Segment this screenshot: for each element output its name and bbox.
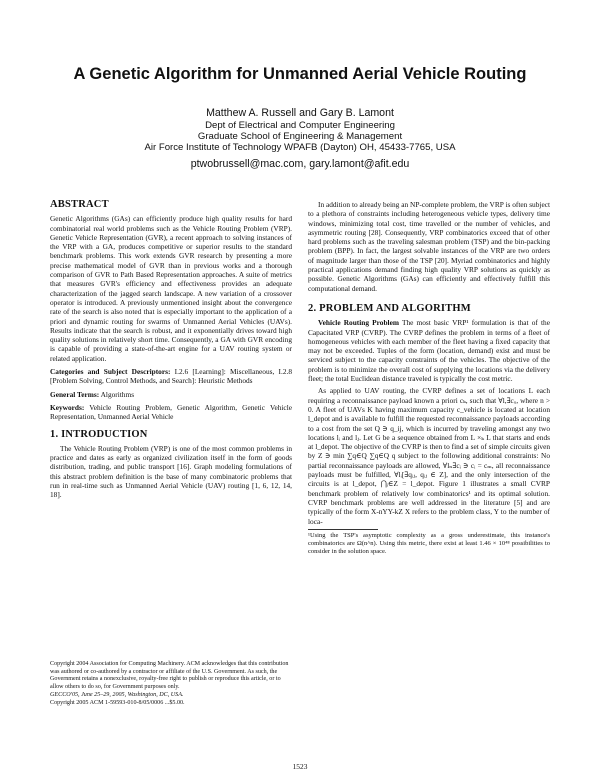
footnote: ¹Using the TSP's asymptotic complexity as a gross underestimate, this instance's combinatorics are Ω(n^n). Using this metric, there exist at least 1.46 × 10⁴⁸ possibilities to consider in the solution space. bbox=[308, 531, 550, 555]
general-terms bbox=[50, 390, 292, 399]
author-block bbox=[40, 108, 560, 170]
introduction-heading: 1. INTRODUCTION bbox=[50, 428, 148, 440]
author-emails: ptwobrussell@mac.com, gary.lamont@afit.edu bbox=[190, 158, 410, 170]
abstract-text: Genetic Algorithms (GAs) can efficiently produce high quality results for hard combinatorial real world problems such as the Vehicle Routing Problem (VRP). Genetic Vehicle Representation (GVR), a recent approach to solving instances of the VRP with a GA, produces competitive or superior results to the standard benchmark problems. This work extends GVR research by presenting a more precise mathematical model of GVR than in previous works and a thorough comparison of GVR to Path Based Representation approaches. A suite of metrics that measures GVR's efficiency and effectiveness provides an adequate characterization of the jagged search landscape. A new variation of a crossover operator is introduced. A previously unmentioned insight about the convergence rate of the search is also noted that is especially important to the application of a priori and dynamic routing for swarms of Unmanned Aerial Vehicles (UAVs). Results indicate that the search is robust, and it exponentially drives toward high quality solutions in relatively short time. Consequently, a GA with GVR encoding is capable of providing a state-of-the-art engine for a UAV routing system or related application. bbox=[50, 214, 292, 363]
categories bbox=[50, 367, 292, 386]
author-school: Graduate School of Engineering & Management bbox=[197, 131, 403, 142]
paper-title: A Genetic Algorithm for Unmanned Aerial Vehicle Routing bbox=[73, 65, 527, 83]
page-number: 1523 bbox=[292, 762, 308, 771]
problem-heading: 2. PROBLEM AND ALGORITHM bbox=[308, 302, 471, 314]
left-column bbox=[50, 200, 292, 503]
footnote-rule bbox=[308, 529, 378, 530]
introduction-text: The Vehicle Routing Problem (VRP) is one of the most common problems in practice and dates as early as organized civilization itself in the form of goods distribution, trading, and public transport [16]. Graph modeling formulations of this abstract problem definition is the base of many combinatoric problems that run in real-time such as Unmanned Aerial Vehicle (UAV) routing [1, 6, 12, 14, 18]. bbox=[50, 443, 292, 500]
author-institute: Air Force Institute of Technology WPAFB (Dayton) OH, 45433-7765, USA bbox=[144, 142, 456, 153]
keywords-text: Vehicle Routing Problem, Genetic Algorithm, Genetic Vehicle Representation, Unmanned Aerial Vehicle bbox=[50, 402, 292, 422]
copyright-notice bbox=[50, 661, 290, 707]
abstract-heading: ABSTRACT bbox=[50, 199, 109, 210]
author-names: Matthew A. Russell and Gary B. Lamont bbox=[206, 107, 394, 119]
keywords bbox=[50, 403, 292, 422]
categories-text: I.2.6 [Learning]: Miscellaneous, I.2.8 [Problem Solving, Control Methods, and Search]: Heuristic Methods bbox=[50, 367, 293, 386]
right-column bbox=[308, 200, 550, 556]
general-terms-text: Algorithms bbox=[100, 389, 135, 399]
right-paragraph-3: As applied to UAV routing, the CVRP defines a set of locations L each requiring a reconnaissance payload known a priori cₖ, such that ∀l,∃cᵤ, where n > 0. A fleet of UAVs K having maximum capacity c_vehicle is located at location l_depot and is available to fulfill the requested reconnaissance payloads according to a cost from the set Q ∋ q_ij, which is incurred by traveling amongst any two locations lᵢ and lⱼ. Let G be a sequence obtained from L ×ₖ L that starts and ends at l_depot. The objective of the CVRP is then to find a set of simple circuits given by Z ∋ min ∑q∈Q ∑q∈Q q subject to the following additional constraints: No partial reconnaissance payloads are allowed, ∀lₙ∃cᵢ ∋ cᵢ = cₘ, all reconnaissance payloads must be fulfilled, ∀lᵢ[∃qᵢⱼ, qᵢⱼ ∈ Z], and the only intersection of the circuits is at l_depot, ⋂ᵢ∈Z = l_depot. Figure 1 illustrates a small CVRP benchmark problem of relatively low combinatorics¹ and its optimal solution. CVRP benchmark problems are well addressed in the literature [5] and are typically of the form X-nYY-kZ X refers to the problem class, Y to the number of loca- bbox=[308, 386, 550, 526]
right-paragraph-2 bbox=[308, 318, 550, 383]
vrp-paragraph-text: The most basic VRP¹ formulation is that of the Capacitated VRP (CVRP). The CVRP defines the problem in terms of a fleet of homogeneous vehicles with each member of the fleet having a fixed capacity that may not be exceeded. Tuples of the form (location, demand) exist and must be serviced subject to the capacity constraints of the vehicles. The objective of the problem is to minimize the overall cost of supplying the locations via the delivery fleet; the total Euclidean distance traveled is typically the cost metric. bbox=[308, 318, 550, 384]
copyright-line-2: GECCO'05, June 25–29, 2005, Washington, DC, USA. bbox=[50, 691, 184, 698]
categories-label: Categories and Subject Descriptors: bbox=[50, 367, 171, 377]
vrp-run-in-heading: Vehicle Routing Problem bbox=[318, 318, 399, 328]
general-terms-label: General Terms: bbox=[50, 389, 100, 399]
right-paragraph-1: In addition to already being an NP-complete problem, the VRP is often subject to a plethora of constraints including heterogeneous vehicle types, delivery time windows, minimizing total cost, time travelled or the number of vehicles, and asymmetric routing [28]. Consequently, VRP combinatorics exceed that of other hard problems such as the traveling salesman problem (TSP) and the bin-packing problem (BPP). In fact, the largest solvable instances of the VRP are two orders of magnitude larger than those of the TSP [20]. Myriad combinatorics and highly practical applications demand finding high quality VRP solutions as quickly as possible. Genetic Algorithms (GAs) can efficiently and effectively fulfill this computational demand. bbox=[308, 200, 550, 293]
keywords-label: Keywords: bbox=[50, 402, 85, 412]
copyright-line-3: Copyright 2005 ACM 1-59593-010-8/05/0006 ...$5.00. bbox=[50, 699, 185, 706]
copyright-line-1: Copyright 2004 Association for Computing Machinery. ACM acknowledges that this contribution was authored or co-authored by a contractor or affiliate of the U.S. Government. As such, the Government retains a nonexclusive, royalty-free right to publish or reproduce this article, or to allow others to do so, for Government purposes only. bbox=[50, 661, 289, 691]
author-dept: Dept of Electrical and Computer Engineering bbox=[205, 120, 395, 131]
